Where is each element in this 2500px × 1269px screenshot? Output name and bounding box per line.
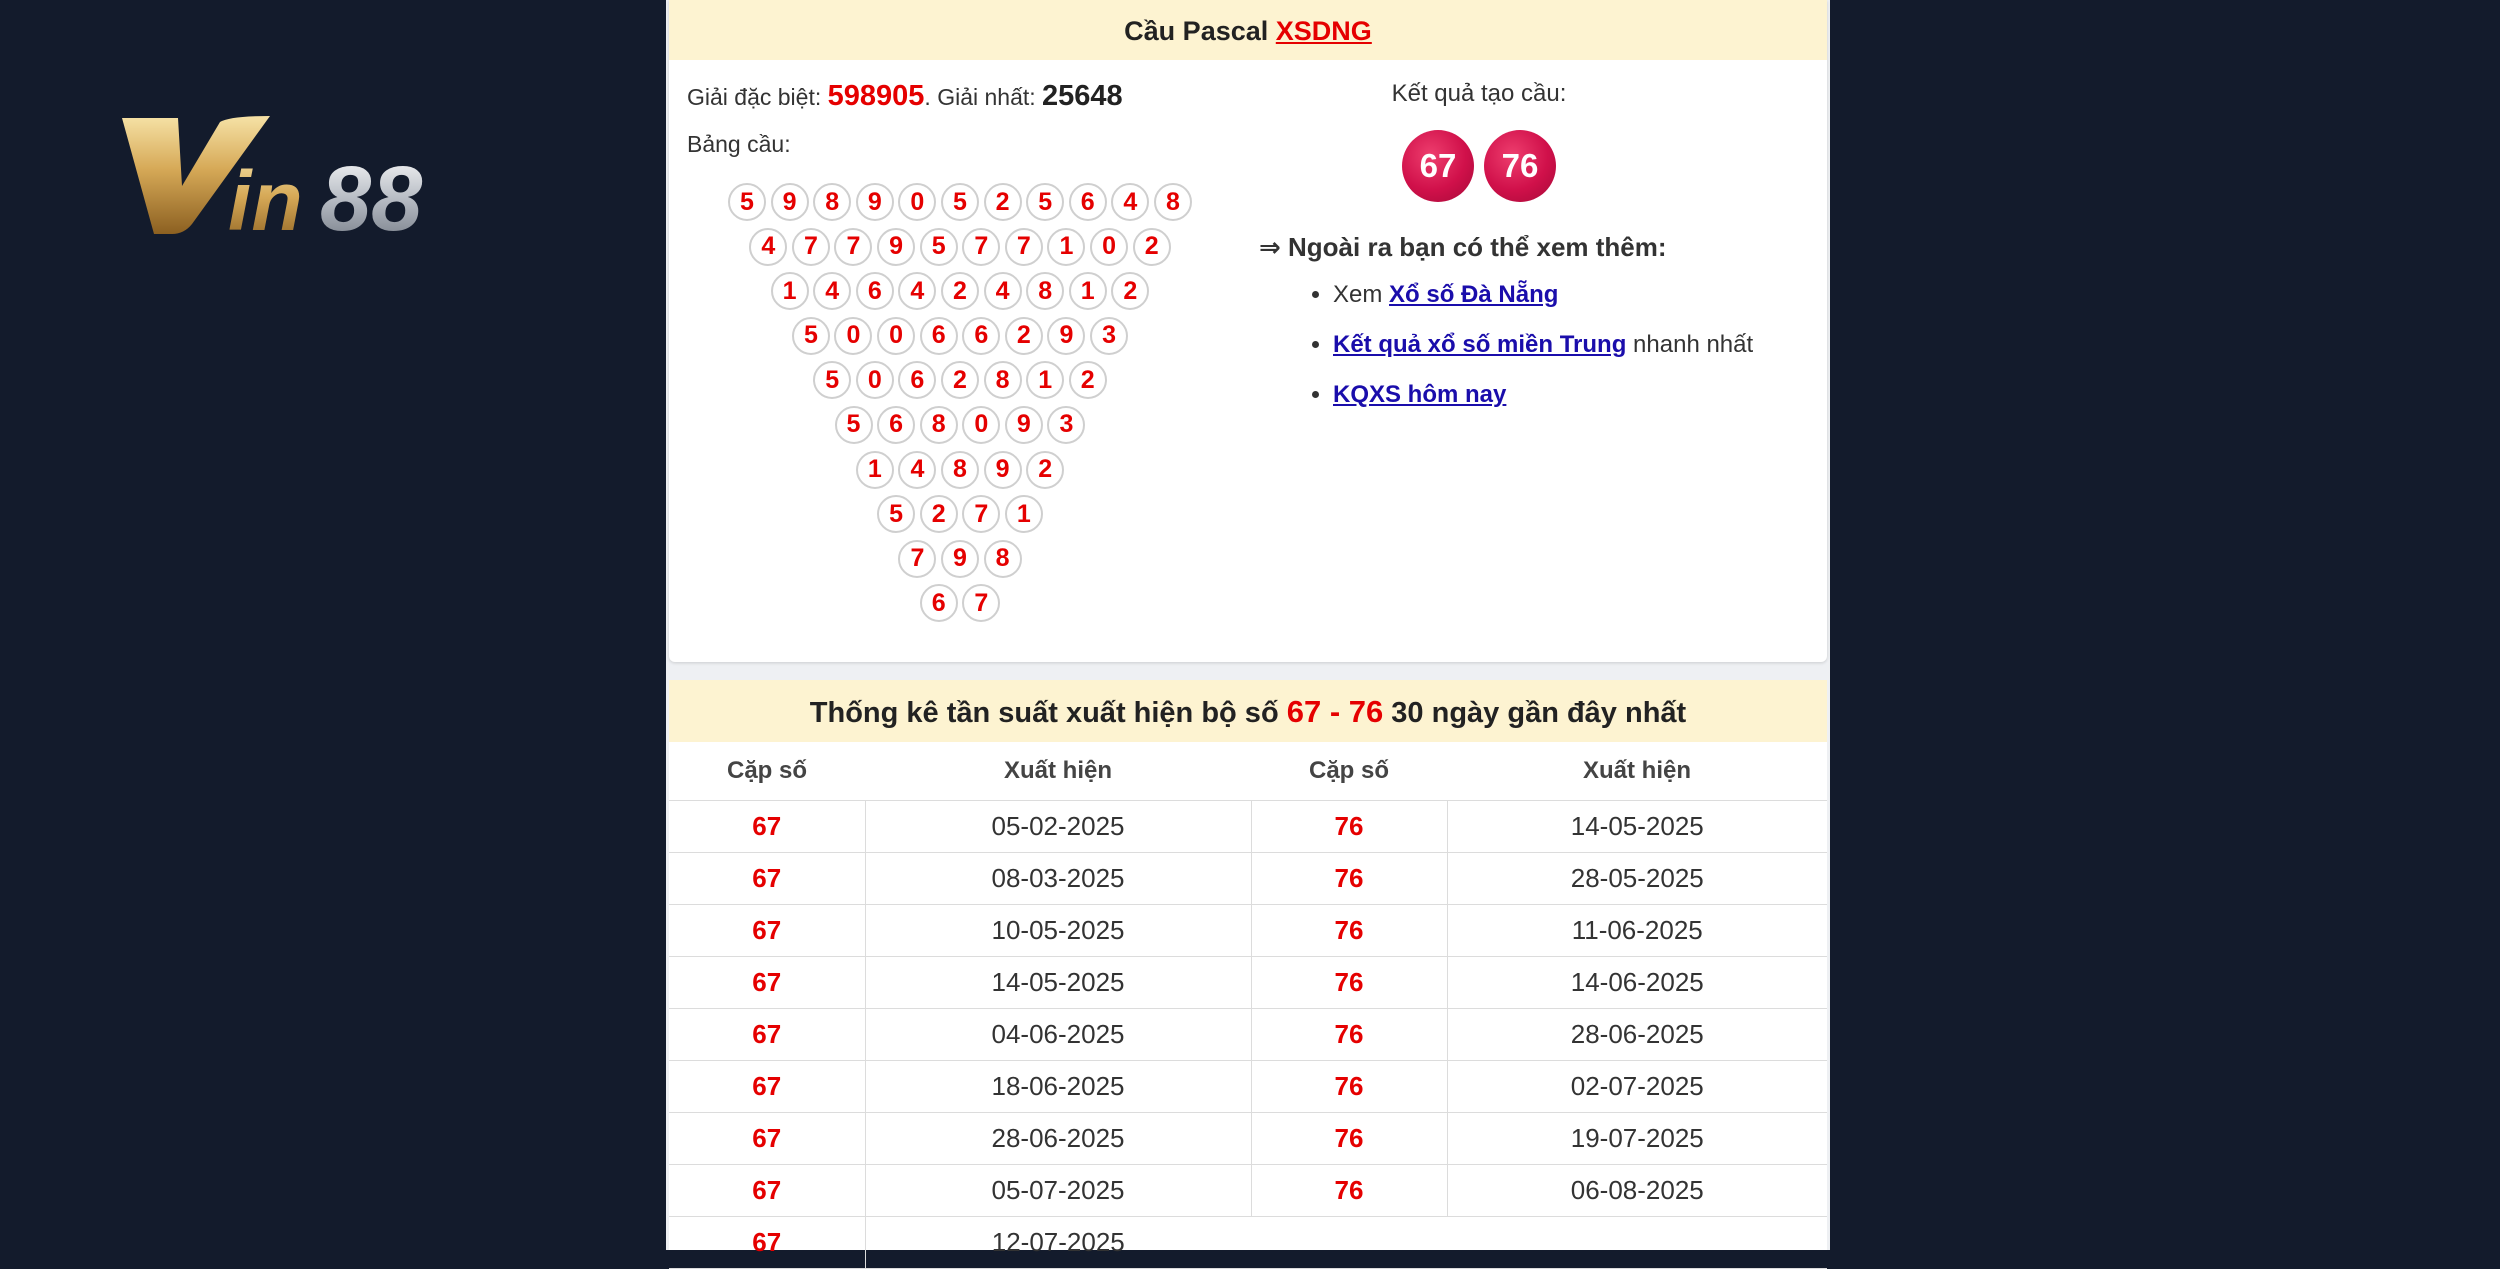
date-cell: 05-02-2025 bbox=[865, 801, 1251, 853]
triangle-row bbox=[920, 584, 1197, 629]
triangle-ball: 5 bbox=[920, 228, 958, 266]
bang-cau-label: Bảng cầu: bbox=[687, 131, 791, 157]
special-prize-label: Giải đặc biệt: bbox=[687, 84, 822, 110]
triangle-ball: 0 bbox=[856, 361, 894, 399]
date-cell: 02-07-2025 bbox=[1447, 1061, 1827, 1113]
stats-card-header bbox=[669, 680, 1827, 742]
logo-in-text: in bbox=[228, 154, 303, 242]
result-ball: 67 bbox=[1402, 130, 1474, 202]
pascal-left-column bbox=[687, 80, 1247, 158]
pair-cell: 76 bbox=[1251, 1113, 1447, 1165]
triangle-ball: 2 bbox=[1069, 361, 1107, 399]
pair-cell: 76 bbox=[1251, 853, 1447, 905]
triangle-ball: 1 bbox=[1026, 361, 1064, 399]
pair-cell: 67 bbox=[669, 1165, 865, 1217]
main-panel bbox=[666, 0, 1830, 1257]
table-row bbox=[669, 1009, 1827, 1061]
table-row bbox=[669, 1217, 1827, 1269]
table-row bbox=[669, 801, 1827, 853]
date-cell: 12-07-2025 bbox=[865, 1217, 1251, 1269]
logo-88-text: 88 bbox=[320, 148, 423, 242]
xsdng-link[interactable]: XSDNG bbox=[1275, 16, 1372, 46]
triangle-ball: 5 bbox=[835, 406, 873, 444]
triangle-row bbox=[898, 540, 1196, 585]
xo-so-da-nang-link[interactable]: Xổ số Đà Nẵng bbox=[1389, 281, 1559, 308]
date-cell: 28-05-2025 bbox=[1447, 853, 1827, 905]
table-row bbox=[669, 1165, 1827, 1217]
result-balls bbox=[1299, 130, 1659, 202]
triangle-ball: 8 bbox=[813, 183, 851, 221]
pair-cell: 76 bbox=[1251, 1165, 1447, 1217]
date-cell: 04-06-2025 bbox=[865, 1009, 1251, 1061]
date-cell: 06-08-2025 bbox=[1447, 1165, 1827, 1217]
date-cell bbox=[1447, 1217, 1827, 1269]
date-cell: 19-07-2025 bbox=[1447, 1113, 1827, 1165]
stats-title-prefix: Thống kê tần suất xuất hiện bộ số bbox=[809, 697, 1279, 729]
stats-title-suffix: 30 ngày gần đây nhất bbox=[1391, 697, 1687, 729]
pair-cell: 67 bbox=[669, 801, 865, 853]
pair-cell: 76 bbox=[1251, 801, 1447, 853]
table-row bbox=[669, 853, 1827, 905]
stats-header-row bbox=[669, 742, 1827, 801]
kqxs-hom-nay-link[interactable]: KQXS hôm nay bbox=[1333, 381, 1507, 408]
triangle-ball: 1 bbox=[1047, 228, 1085, 266]
triangle-ball: 1 bbox=[856, 451, 894, 489]
col-header: Cặp số bbox=[669, 742, 865, 801]
triangle-ball: 6 bbox=[877, 406, 915, 444]
triangle-row bbox=[877, 495, 1196, 540]
more-item bbox=[1333, 281, 1819, 309]
triangle-ball: 2 bbox=[941, 361, 979, 399]
triangle-ball: 2 bbox=[920, 495, 958, 533]
triangle-ball: 6 bbox=[898, 361, 936, 399]
triangle-ball: 7 bbox=[834, 228, 872, 266]
triangle-ball: 5 bbox=[877, 495, 915, 533]
kq-mien-trung-link[interactable]: Kết quả xổ số miền Trung bbox=[1333, 331, 1627, 358]
triangle-ball: 2 bbox=[1133, 228, 1171, 266]
triangle-ball: 5 bbox=[792, 317, 830, 355]
more-title: ⇒ Ngoài ra bạn có thể xem thêm: bbox=[1259, 232, 1667, 262]
date-cell: 11-06-2025 bbox=[1447, 905, 1827, 957]
triangle-ball: 9 bbox=[984, 451, 1022, 489]
stats-card bbox=[669, 680, 1827, 1257]
first-prize-value: 25648 bbox=[1042, 80, 1123, 112]
date-cell: 28-06-2025 bbox=[1447, 1009, 1827, 1061]
pair-cell: 67 bbox=[669, 853, 865, 905]
triangle-ball: 8 bbox=[920, 406, 958, 444]
vin88-logo bbox=[120, 112, 500, 242]
pascal-triangle bbox=[728, 183, 1197, 629]
pascal-card bbox=[669, 0, 1827, 662]
triangle-ball: 7 bbox=[792, 228, 830, 266]
triangle-ball: 1 bbox=[1005, 495, 1043, 533]
date-cell: 14-05-2025 bbox=[865, 957, 1251, 1009]
triangle-ball: 8 bbox=[1154, 183, 1192, 221]
triangle-ball: 6 bbox=[856, 272, 894, 310]
pair-cell: 76 bbox=[1251, 905, 1447, 957]
triangle-ball: 7 bbox=[962, 584, 1000, 622]
triangle-ball: 7 bbox=[1005, 228, 1043, 266]
table-row bbox=[669, 905, 1827, 957]
triangle-ball: 9 bbox=[771, 183, 809, 221]
date-cell: 10-05-2025 bbox=[865, 905, 1251, 957]
stats-title-highlight: 67 - 76 bbox=[1286, 694, 1384, 729]
col-header: Xuất hiện bbox=[1447, 742, 1827, 801]
pair-cell: 76 bbox=[1251, 957, 1447, 1009]
triangle-ball: 9 bbox=[941, 540, 979, 578]
date-cell: 14-06-2025 bbox=[1447, 957, 1827, 1009]
result-ball: 76 bbox=[1484, 130, 1556, 202]
col-header: Cặp số bbox=[1251, 742, 1447, 801]
pair-cell: 67 bbox=[669, 1009, 865, 1061]
triangle-ball: 3 bbox=[1047, 406, 1085, 444]
pair-cell: 67 bbox=[669, 1061, 865, 1113]
more-item2-suffix: nhanh nhất bbox=[1633, 331, 1754, 358]
table-row bbox=[669, 1061, 1827, 1113]
triangle-ball: 8 bbox=[1026, 272, 1064, 310]
more-item1-prefix: Xem bbox=[1333, 281, 1383, 308]
special-prize-value: 598905 bbox=[827, 80, 925, 112]
triangle-ball: 5 bbox=[728, 183, 766, 221]
triangle-ball: 1 bbox=[1069, 272, 1107, 310]
table-row bbox=[669, 957, 1827, 1009]
triangle-ball: 4 bbox=[813, 272, 851, 310]
more-item bbox=[1333, 331, 1819, 359]
triangle-ball: 6 bbox=[1069, 183, 1107, 221]
prize-line bbox=[687, 80, 1247, 113]
table-row bbox=[669, 1113, 1827, 1165]
triangle-row bbox=[771, 272, 1197, 317]
triangle-ball: 9 bbox=[1005, 406, 1043, 444]
triangle-ball: 2 bbox=[984, 183, 1022, 221]
more-list bbox=[1259, 281, 1819, 409]
triangle-row bbox=[856, 451, 1197, 496]
triangle-ball: 2 bbox=[1005, 317, 1043, 355]
date-cell: 08-03-2025 bbox=[865, 853, 1251, 905]
triangle-ball: 5 bbox=[941, 183, 979, 221]
result-label: Kết quả tạo cầu: bbox=[1391, 80, 1567, 107]
triangle-ball: 9 bbox=[856, 183, 894, 221]
more-item bbox=[1333, 381, 1819, 409]
pascal-right-column bbox=[1259, 80, 1819, 431]
triangle-ball: 4 bbox=[1111, 183, 1149, 221]
triangle-ball: 2 bbox=[941, 272, 979, 310]
date-cell: 14-05-2025 bbox=[1447, 801, 1827, 853]
pair-cell bbox=[1251, 1217, 1447, 1269]
triangle-ball: 8 bbox=[984, 361, 1022, 399]
triangle-ball: 1 bbox=[771, 272, 809, 310]
triangle-ball: 4 bbox=[749, 228, 787, 266]
triangle-ball: 8 bbox=[984, 540, 1022, 578]
triangle-ball: 9 bbox=[877, 228, 915, 266]
triangle-ball: 8 bbox=[941, 451, 979, 489]
triangle-row bbox=[792, 317, 1197, 362]
triangle-ball: 4 bbox=[898, 272, 936, 310]
date-cell: 18-06-2025 bbox=[865, 1061, 1251, 1113]
triangle-ball: 7 bbox=[962, 495, 1000, 533]
stats-table bbox=[669, 742, 1827, 1269]
triangle-ball: 6 bbox=[920, 584, 958, 622]
pair-cell: 67 bbox=[669, 957, 865, 1009]
triangle-ball: 7 bbox=[962, 228, 1000, 266]
triangle-ball: 3 bbox=[1090, 317, 1128, 355]
triangle-ball: 9 bbox=[1047, 317, 1085, 355]
triangle-ball: 7 bbox=[898, 540, 936, 578]
pair-cell: 76 bbox=[1251, 1061, 1447, 1113]
pascal-card-header bbox=[669, 0, 1827, 60]
pair-cell: 67 bbox=[669, 905, 865, 957]
pascal-title: Cầu Pascal bbox=[1124, 16, 1269, 46]
first-prize-label: . Giải nhất: bbox=[924, 84, 1036, 110]
triangle-ball: 0 bbox=[962, 406, 1000, 444]
triangle-ball: 2 bbox=[1111, 272, 1149, 310]
triangle-ball: 0 bbox=[1090, 228, 1128, 266]
triangle-ball: 6 bbox=[920, 317, 958, 355]
triangle-row bbox=[835, 406, 1197, 451]
triangle-ball: 2 bbox=[1026, 451, 1064, 489]
triangle-ball: 6 bbox=[962, 317, 1000, 355]
pair-cell: 76 bbox=[1251, 1009, 1447, 1061]
triangle-ball: 4 bbox=[898, 451, 936, 489]
pair-cell: 67 bbox=[669, 1217, 865, 1269]
triangle-ball: 0 bbox=[877, 317, 915, 355]
triangle-row bbox=[749, 228, 1196, 273]
triangle-ball: 5 bbox=[1026, 183, 1064, 221]
date-cell: 05-07-2025 bbox=[865, 1165, 1251, 1217]
triangle-ball: 0 bbox=[834, 317, 872, 355]
triangle-ball: 0 bbox=[898, 183, 936, 221]
date-cell: 28-06-2025 bbox=[865, 1113, 1251, 1165]
triangle-ball: 4 bbox=[984, 272, 1022, 310]
triangle-row bbox=[813, 361, 1196, 406]
col-header: Xuất hiện bbox=[865, 742, 1251, 801]
triangle-ball: 5 bbox=[813, 361, 851, 399]
triangle-row bbox=[728, 183, 1197, 228]
pair-cell: 67 bbox=[669, 1113, 865, 1165]
